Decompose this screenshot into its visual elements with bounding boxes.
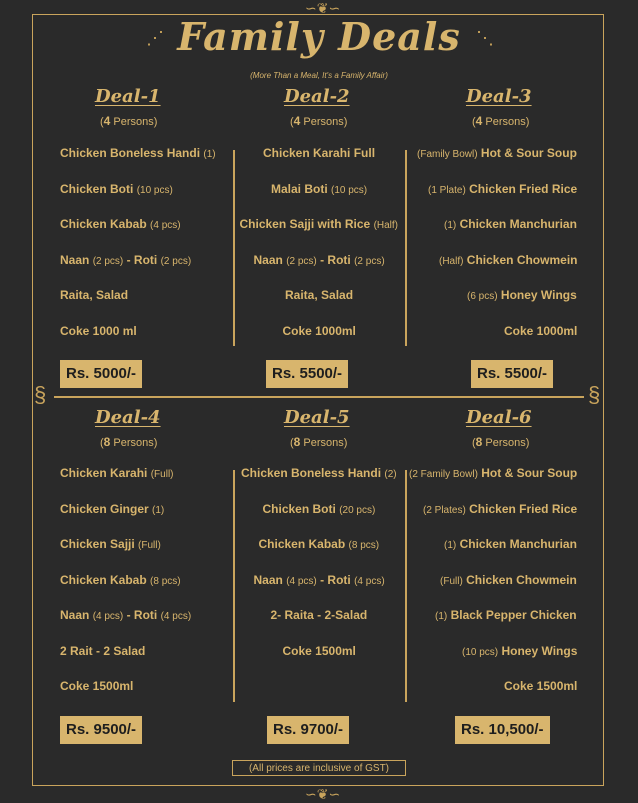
deal-2-item (240, 217, 399, 231)
deal-4-price: Rs. 9500/- (60, 716, 142, 744)
deal-6-item (504, 679, 577, 693)
persons-label: Persons (113, 437, 154, 449)
item-name: Chicken Manchurian (459, 217, 577, 231)
deal-5-item (254, 573, 385, 587)
item-quantity: (1 Plate) (428, 184, 466, 196)
deal-4-item (60, 466, 174, 480)
persons-count: 4 (293, 114, 301, 128)
divider-vertical (233, 150, 235, 346)
item-quantity: (Full) (138, 540, 161, 551)
item-name: Black Pepper Chicken (450, 608, 577, 622)
persons-count: 4 (103, 114, 111, 128)
item-name: Chicken Boneless Handi (60, 146, 201, 160)
item-name: Chicken Kabab (60, 217, 147, 231)
item-name: Chicken Sajji with Rice (239, 217, 371, 231)
item-name: - Roti (316, 252, 351, 267)
item-name: Hot & Sour Soup (480, 146, 577, 160)
deal-3-title: Deal-3 (466, 86, 532, 107)
item-quantity: (2 Plates) (423, 504, 466, 516)
item-name: Chicken Karahi (60, 466, 148, 480)
deal-2-item (271, 182, 367, 196)
item-quantity: (4 pcs) (354, 575, 385, 587)
deal-6-item (435, 608, 577, 622)
divider-vertical (405, 470, 407, 702)
item-quantity: (8 pcs) (150, 575, 181, 587)
deal-3-item (428, 182, 577, 196)
page-subtitle: (More Than a Meal, It's a Family Affair) (250, 71, 388, 80)
item-name: Chicken Boneless Handi (241, 466, 382, 480)
persons-label: Persons (485, 437, 526, 449)
deal-1-item (60, 288, 128, 302)
deal-1-persons: (4 Persons) (100, 114, 158, 128)
item-quantity: (2 pcs) (286, 255, 317, 267)
deal-3-price: Rs. 5500/- (471, 360, 553, 388)
item-quantity: (4 pcs) (286, 575, 317, 587)
item-name: - Roti (123, 252, 158, 267)
item-name: - Roti (316, 572, 351, 587)
item-name: 2- Raita - 2-Salad (270, 608, 368, 622)
item-quantity: (8 pcs) (348, 540, 380, 551)
item-quantity: (20 pcs) (339, 504, 376, 516)
persons-label: Persons (485, 116, 526, 128)
persons-label: Persons (303, 116, 344, 128)
item-quantity: (2 pcs) (92, 255, 124, 267)
left-rays-icon: ⋰ (146, 28, 164, 48)
item-name: Naan (60, 252, 90, 267)
deal-6-item (423, 502, 577, 516)
item-quantity: (1) (435, 611, 448, 622)
deal-2-item (263, 146, 375, 160)
deal-4-item (60, 502, 164, 516)
persons-count: 8 (103, 435, 111, 449)
item-name: Raita, Salad (285, 288, 354, 302)
item-name: Chicken Manchurian (459, 537, 577, 551)
deal-3-item (444, 217, 577, 231)
item-name: Coke 1500ml (282, 643, 356, 658)
deal-1-item (60, 182, 173, 196)
item-quantity: (10 pcs) (331, 184, 368, 196)
item-quantity: (1) (444, 540, 457, 551)
deal-2-persons: (4 Persons) (290, 114, 348, 128)
divider-vertical (405, 150, 407, 346)
item-quantity: (2) (384, 469, 397, 480)
deal-1-item (60, 146, 216, 160)
item-quantity: (10 pcs) (136, 184, 173, 196)
menu-frame (32, 14, 604, 786)
deal-1-title: Deal-1 (95, 86, 161, 107)
item-name: Coke 1500ml (60, 679, 134, 693)
item-quantity: (2 pcs) (354, 255, 385, 267)
item-name: Raita, Salad (60, 288, 129, 302)
deal-3-item (417, 146, 577, 160)
deal-1-item (60, 217, 181, 231)
deal-3-persons: (4 Persons) (472, 114, 530, 128)
deal-2-title: Deal-2 (284, 86, 350, 107)
deal-4-item (60, 573, 181, 587)
persons-label: Persons (303, 437, 344, 449)
deal-3-item (467, 288, 577, 302)
item-quantity: (1) (203, 149, 216, 160)
deal-5-title: Deal-5 (284, 407, 350, 428)
item-name: Chicken Karahi Full (263, 146, 376, 160)
item-quantity: (2 Family Bowl) (409, 469, 478, 480)
item-name: Chicken Kabab (258, 537, 346, 551)
item-quantity: (1) (444, 220, 457, 231)
item-name: Chicken Chowmein (466, 572, 577, 587)
deal-6-item (462, 644, 577, 658)
deal-2-item (283, 324, 356, 338)
top-ornament-icon: ∽❦∽ (305, 0, 341, 16)
item-name: Chicken Boti (60, 181, 134, 196)
deal-5-item (259, 537, 380, 551)
divider-vertical (233, 470, 235, 702)
item-name: Chicken Kabab (60, 572, 147, 587)
deal-2-item (254, 253, 385, 267)
persons-count: 4 (475, 114, 483, 128)
deal-6-price: Rs. 10,500/- (455, 716, 550, 744)
item-quantity: (4 pcs) (150, 220, 181, 231)
item-name: Chicken Chowmein (466, 252, 578, 267)
bottom-ornament-icon: ∽❦∽ (305, 786, 341, 802)
item-quantity: (1) (152, 504, 165, 516)
item-quantity: (10 pcs) (462, 646, 499, 658)
deal-3-item (504, 324, 577, 338)
item-name: Coke 1000ml (504, 323, 578, 338)
persons-count: 8 (293, 435, 301, 449)
deal-2-price: Rs. 5500/- (266, 360, 348, 388)
item-name: Malai Boti (271, 181, 328, 196)
item-quantity: (Half) (373, 220, 399, 231)
item-quantity: (Full) (150, 469, 174, 480)
persons-label: Persons (113, 116, 154, 128)
deal-4-item (60, 644, 145, 658)
page-title: Family Deals (177, 14, 461, 59)
item-name: Coke 1000ml (282, 323, 356, 338)
item-quantity: (4 pcs) (160, 611, 192, 622)
deal-6-persons: (8 Persons) (472, 435, 530, 449)
item-name: - Roti (123, 608, 158, 622)
item-name: Chicken Boti (262, 501, 336, 516)
item-name: Coke 1000 ml (60, 323, 137, 338)
item-name: Chicken Fried Rice (469, 501, 578, 516)
deal-4-title: Deal-4 (95, 407, 161, 428)
right-rays-icon: ⋱ (476, 28, 494, 48)
left-scroll-icon: § (34, 382, 47, 407)
deal-1-item (60, 324, 137, 338)
item-quantity: (6 pcs) (467, 291, 498, 302)
item-name: Naan (253, 252, 283, 267)
item-quantity: (Family Bowl) (417, 149, 478, 160)
deal-5-item (241, 466, 397, 480)
deal-4-item (60, 679, 133, 693)
item-name: Honey Wings (500, 288, 577, 302)
deal-6-item (444, 537, 577, 551)
item-quantity: (Full) (440, 575, 463, 587)
deal-5-persons: (8 Persons) (290, 435, 348, 449)
item-name: Coke 1500ml (504, 679, 578, 693)
item-quantity: (4 pcs) (92, 611, 124, 622)
deal-6-title: Deal-6 (466, 407, 532, 428)
item-name: Hot & Sour Soup (481, 466, 578, 480)
deal-5-price: Rs. 9700/- (267, 716, 349, 744)
item-name: Naan (60, 608, 90, 622)
deal-3-item (439, 253, 577, 267)
item-name: Chicken Ginger (60, 501, 149, 516)
deal-2-item (285, 288, 353, 302)
item-name: Chicken Fried Rice (469, 181, 578, 196)
item-name: Honey Wings (501, 643, 578, 658)
deal-5-item (263, 502, 376, 516)
deal-4-persons: (8 Persons) (100, 435, 158, 449)
deal-1-item (60, 253, 191, 267)
deal-5-item (271, 608, 368, 622)
deal-6-item (409, 466, 577, 480)
persons-count: 8 (475, 435, 483, 449)
item-quantity: (Half) (439, 255, 464, 267)
right-scroll-icon: § (588, 382, 601, 407)
deal-5-item (283, 644, 356, 658)
item-quantity: (2 pcs) (160, 255, 192, 267)
deal-4-item (60, 608, 191, 622)
item-name: Naan (253, 572, 283, 587)
deal-6-item (440, 573, 577, 587)
gst-note: (All prices are inclusive of GST) (232, 760, 406, 776)
item-name: 2 Rait - 2 Salad (60, 643, 146, 658)
item-name: Chicken Sajji (60, 537, 135, 551)
divider-horizontal (54, 396, 584, 398)
deal-4-item (60, 537, 161, 551)
deal-1-price: Rs. 5000/- (60, 360, 142, 388)
